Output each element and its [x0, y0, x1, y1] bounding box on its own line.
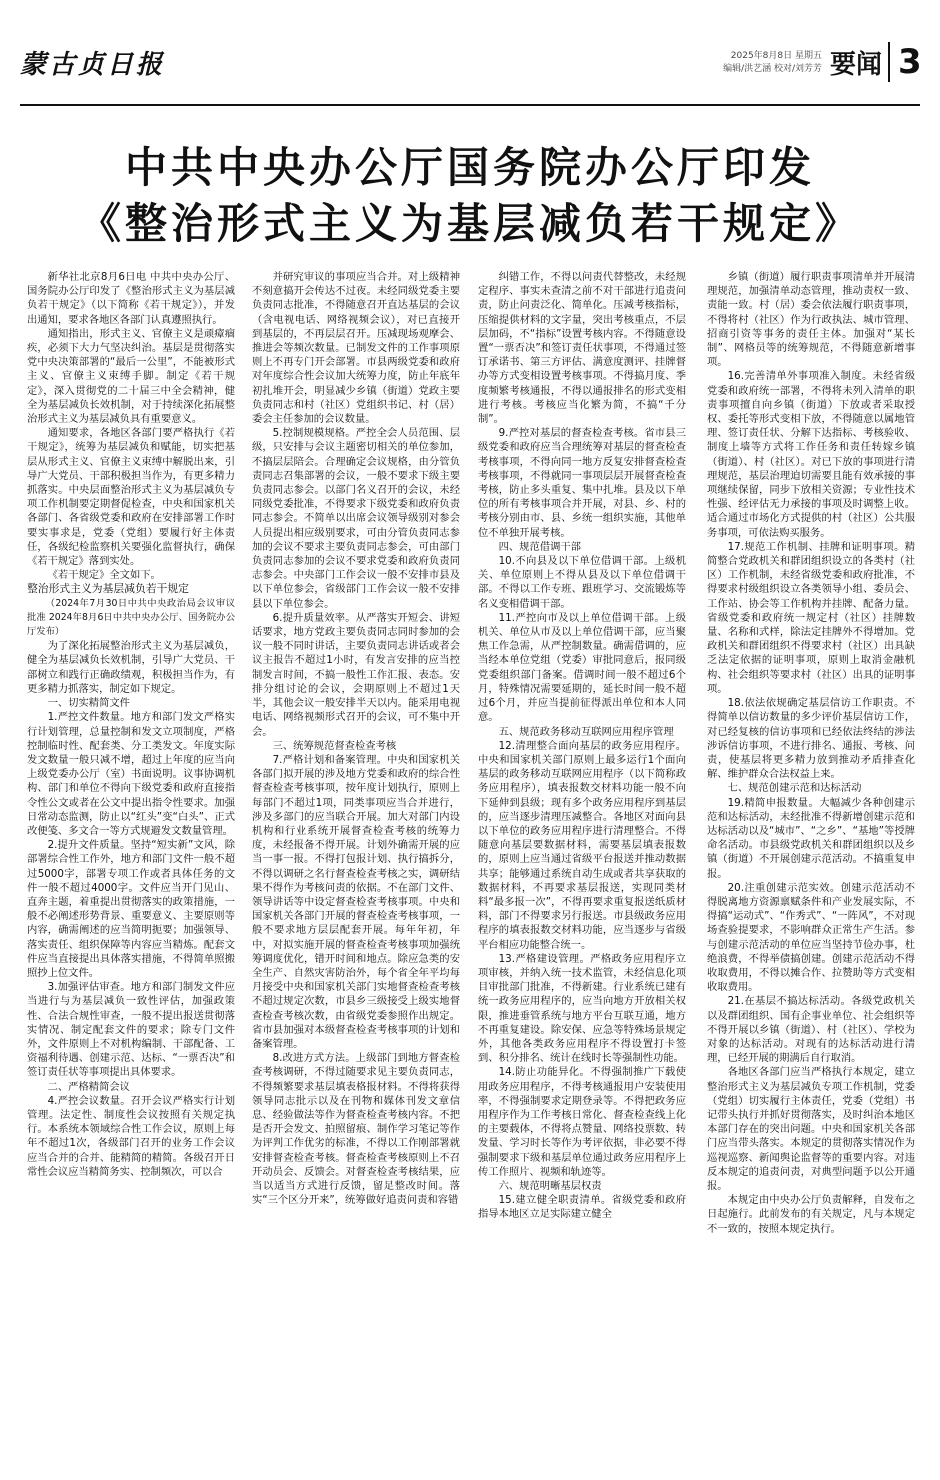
masthead-divider: [20, 104, 920, 106]
article-paragraph: 为了深化拓展整治形式主义为基层减负，健全为基层减负长效机制，引导广大党员、干部树立和践行正确政绩观，积极担当作为，有更多精力抓落实，制定如下规定。: [27, 640, 235, 695]
headline-line-1: 中共中央办公厅国务院办公厅印发: [124, 143, 815, 192]
article-paragraph: 通知要求，各地区各部门要严格执行《若干规定》，统筹为基层减负和赋能，切实把基层从形式主义、官僚主义束缚中解脱出来，引导广大党员、干部积极担当作为，有更多精力抓落实。中央层面整治形式主义为基层减负专项工作机制要定期督促检查，中央和国家机关各部门、各省级党委和政府在安排部署工作时要实事求是，党委（党组）要履行好主体责任，各级纪检监察机关要强化监督执行，确保《若干规定》落到实处。: [27, 427, 235, 568]
section-name: 要闻: [830, 50, 883, 80]
article-paragraph: 三、统筹规范督查检查考核: [272, 739, 397, 752]
article-paragraph: 12.清理整合面向基层的政务应用程序。中央和国家机关部门原则上最多运行1个面向基层的政务移动互联网应用程序（以下简称政务应用程序），填表报数交材料功能一般不向下延伸到县级；现有多个政务应用程序到基层的，应当逐步清理压减整合。各地区对面向县以下单位的政务应用程序进行清理整合。不得随意向基层要数据材料，需要基层填表报数的，原则上应当通过省级平台报送并推动数据共享；能够通过系统自动生成或者共享获取的数据材料，不再要求基层报送，实现同类材料“最多报一次”，不得再要求重复报送纸质材料，部门不得要求另行报送。市县级政务应用程序的填表报数交材料功能，应当逐步与省级平台相应功能整合统一。: [478, 739, 686, 951]
article-column-1: [27, 270, 235, 1466]
article-paragraph: 各地区各部门应当严格执行本规定，建立整治形式主义为基层减负专项工作机制，党委（党组）切实履行主体责任，党委（党组）书记带头执行并抓好贯彻落实，及时纠治本地区本部门存在的突出问题。中央和国家机关各部门应当带头落实。本规定的贯彻落实情况作为巡视巡察、新闻舆论监督等的重要内容。对违反本规定的追责问责，对典型问题予以公开通报。: [707, 1066, 915, 1192]
article-subtitle: 整治形式主义为基层减负若干规定: [27, 582, 189, 596]
article-paragraph: 一、切实精简文件: [47, 697, 130, 710]
article-paragraph: 七、规范创建示范和达标活动: [727, 782, 862, 795]
article-paragraph: 五、规范政务移动互联网应用程序管理: [498, 725, 674, 738]
article-paragraph: 新华社北京8月6日电 中共中央办公厅、国务院办公厅印发了《整治形式主义为基层减负若干规定》（以下简称《若干规定》），并发出通知，要求各地区各部门认真遵照执行。: [27, 271, 235, 326]
article-paragraph: 18.依法依规确定基层信访工作职责。不得简单以信访数量的多少评价基层信访工作，对已经复核的信访事项和已经依法终结的涉法涉诉信访事项，不进行排名、通报、考核、问责，使基层将更多精力放到推动矛盾排查化解、维护群众合法权益上来。: [707, 697, 915, 781]
article-paragraph: 9.严控对基层的督查检查考核。省市县三级党委和政府应当合理统筹对基层的督查检查考核事项，不得向同一地方反复安排督查检查考核事项，不得就同一事项层层开展督查检查考核，防止多头重复、集中扎堆。县及以下单位的所有考核事项合并开展，对县、乡、村的考核分别由市、县、乡统一组织实施，其他单位不单独开展考核。: [478, 427, 686, 539]
article-headline: [20, 140, 920, 252]
article-paragraph: 17.规范工作机制、挂牌和证明事项。精简整合党政机关和群团组织设立的各类村（社区）工作机制，未经省级党委和政府批准，不得要求村级组织设立各类领导小组、委员会、工作站、协会等工作机构并挂牌、配备力量。省级党委和政府统一规定村（社区）挂牌数量、名称和式样，除法定挂牌外不得增加。党政机关和群团组织不得要求村（社区）出具缺乏法定依据的证明事项，原则上取消金融机构、社会组织等要求村（社区）出具的证明事项。: [707, 540, 915, 695]
article-paragraph: 5.控制规模规格。严控全会人员范围、层级，只安排与会议主题密切相关的单位参加，不搞层层陪会。合理确定会议规格，由分管负责同志召集部署的会议，一般不要求下级主要负责同志参会。以部门名义召开的会议，未经同级党委批准，不得要求下级党委和政府负责同志参会。不简单以出席会议领导级别对参会人员提出相应级别要求，可由分管负责同志参加的会议不要求主要负责同志参会，可由部门负责同志参加的会议不要求党委和政府负责同志参会。中央部门工作会议一般不安排市县及以下单位参会，省级部门工作会议一般不安排县以下单位参会。: [252, 427, 460, 610]
article-paragraph: 乡镇（街道）履行职责事项清单并开展清理规范，加强清单动态管理，推动责权一致、责能一致。村（居）委会依法履行职责事项，不得将村（社区）作为行政执法、城市管理、招商引资等事务的责任主体。加强对“某长制”、网格员等的统筹规范，不得随意新增事项。: [707, 271, 915, 369]
article-dateline: （2024年7月30日中共中央政治局会议审议批准 2024年8月6日中共中央办公厅、国务院办公厅发布）: [27, 597, 235, 638]
article-paragraph: 7.严格计划和备案管理。中央和国家机关各部门拟开展的涉及地方党委和政府的综合性督查检查考核事项，按年度计划执行，原则上每部门不超过1项，同类事项应当合并进行，涉及多部门的应当联合开展。加大对部门内设机构和行业系统开展督查检查考核的统筹力度，未经报备不得开展。计划外确需开展的应当一事一报。不得打包报计划、执行搞拆分，不得以调研之名行督查检查考核之实，调研结果不得作为考核问责的依据。不在部门文件、领导讲话等中设定督查检查考核事项。中央和国家机关各部门开展的督查检查考核事项，一般不要求地方层层配套开展。每年年初，年中，对拟实施开展的督查检查考核事项加强统筹调度优化，错开时间和地点。除应急类的安全生产、自然灾害防治外，每个省全年平均每月接受中央和国家机关部门实地督查检查考核不超过规定次数，市县乡三级接受上级实地督查检查考核次数，由省级党委参照作出规定。省市县加强对本级督查检查考核事项的计划和备案管理。: [252, 753, 460, 1050]
article-paragraph: 8.改进方式方法。上级部门到地方督查检查考核调研，不得过随要求见主要负责同志，不得频繁要求基层填表格报材料。不得将获得领导同志批示以及在刊物和媒体刊发文章信息、经验做法等作为督查检查考核内容。不把是否开会发文、拍照留痕、制作学习笔记等作为评判工作优劣的标准，不得以工作刚部署就安排督查检查考核。督查检查考核原则上不召开动员会、反馈会。对督查检查考核结果，应当以适当方式进行反馈，留足整改时间。落实“三个区分开来”，统筹做好追责问责和容错: [252, 1052, 460, 1207]
newspaper-logo: 蒙古贞日报: [20, 50, 166, 80]
article-paragraph: 16.完善清单外事项准入制度。未经省级党委和政府统一部署，不得将未列入清单的职责事项擅自向乡镇（街道）下放或者采取授权、委托等形式变相下放，不得随意以属地管理、签订责任状、分解下达指标、考核验收、制度上墙等方式将工作任务和责任转嫁乡镇（街道）、村（社区）。对已下放的事项进行清理规范，基层治理迫切需要且能有效承接的事项继续保留，同步下放相关资源；专业性技术性强、经评估无力承接的事项及时调整上收。适合通过市场化方式提供的村（社区）公共服务事项，可依法购买服务。: [707, 370, 915, 539]
article-paragraph: 1.严控文件数量。地方和部门发文严格实行计划管理，总量控制和发文立项制度，严格控制临时性、配套类、分工类发文。年度实际发文数量一般只减不增，超过上年度的应当向上级党委办公厅（室）书面说明。议事协调机构、部门和单位不得向下级党委和政府直接指令性公文或者在公文中提出指令性要求。加强日常动态监测，防止以“红头”变“白头”、正式改便笺、多文合一等方式规避发文数量管理。: [27, 711, 235, 837]
article-column-3: [478, 270, 686, 1466]
article-paragraph: 二、严格精简会议: [47, 1080, 130, 1093]
article-column-2: [252, 270, 460, 1466]
date-line: 2025年8月8日 星期五: [730, 51, 822, 61]
article-paragraph: 14.防止功能异化。不得强制推广下载使用政务应用程序，不得考核通报用户安装使用率，不得强制要求定期登录等。不得把政务应用程序作为工作考核日常化、督查检查线上化的主要载体，不得将点赞量、网络投票数、转发量、学习时长等作为考评依据，非必要不得强制要求下级和基层单位通过政务应用程序上传工作照片、视频和轨迹等。: [478, 1066, 686, 1178]
article-paragraph: 4.严控会议数量。召开会议严格实行计划管理。法定性、制度性会议按照有关规定执行。本系统本领域综合性工作会议，原则上每年不超过1次，各级部门召开的业务工作会议应当合并的合并、能精简的精简。各级召开日常性会议应当精简务实、控制频次，可以合: [27, 1094, 235, 1178]
article-paragraph: 并研究审议的事项应当合并。对上级精神不刻意搞开会传达不过夜。未经同级党委主要负责同志批准，不得随意召开直达基层的会议（含电视电话、网络视频会议），对已直接开到基层的，不再层层召开。压减现场观摩会、推进会等频次数量。已制发文件的工作事项原则上不再专门开会部署。市县两级党委和政府对年度综合性会议加大统筹力度，防止年底年初扎堆开会，明显减少乡镇（街道）党政主要负责同志和村（社区）党组织书记、村（居）委会主任参加的会议数量。: [252, 271, 460, 426]
article-paragraph: 本规定由中央办公厅负责解释，自发布之日起施行。此前发布的有关规定，凡与本规定不一致的，按照本规定执行。: [707, 1194, 915, 1235]
article-paragraph: 20.注重创建示范实效。创建示范活动不得脱离地方资源禀赋条件和产业发展实际，不得搞“运动式”、“作秀式”、“一阵风”，不对现场查验提要求，不影响群众正常生产生活。参与创建示范活动的单位应当坚持节俭办事，杜绝浪费，不得举债搞创建。创建示范活动不得收取费用，不得以摊合作、拉赞助等方式变相收取费用。: [707, 881, 915, 994]
article-paragraph: 通知指出，形式主义、官僚主义是顽瘴痼疾，必须下大力气坚决纠治。基层是贯彻落实党中央决策部署的“最后一公里”，不能被形式主义、官僚主义束缚手脚。制定《若干规定》，深入贯彻党的二十届三中全会精神，健全为基层减负长效机制，对于持续深化拓展整治形式主义为基层减负具有重要意义。: [27, 327, 235, 426]
article-paragraph: 六、规范明晰基层权责: [498, 1180, 602, 1192]
article-paragraph: 纠错工作，不得以问责代替整改，未经规定程序、事实未查清之前不对干部进行追责问责，防止问责泛化、简单化。压减考核指标，压缩提供材料的文字量，突出考核重点，不层层加码，不“指标”设置考核内容。不得随意设置“一票否决”和签订责任状事项，不得通过签订承诺书、第三方评估、满意度测评、挂牌督办等方式变相设置考核事项。不得搞月度、季度频繁考核通报，不得以通报排名的形式变相进行考核。考核应当化繁为简，不搞“千分制”。: [478, 271, 686, 426]
article-paragraph: 11.严控向市及以上单位借调干部。上级机关、单位从市及以上单位借调干部，应当聚焦工作急需，从严控制数量。确需借调的，应当经本单位党组（党委）审批同意后，报同级党委组织部门备案。借调时间一般不超过6个月，特殊情况需要延期的，延长时间一般不超过6个月，并应当提前征得派出单位和本人同意。: [478, 611, 686, 724]
article-paragraph: 6.提升质量效率。从严落实开短会、讲短话要求，地方党政主要负责同志同时参加的会议一般不同时讲话，主要负责同志讲话或者会议主报告不超过1小时，有发言安排的应当控制发言时间，不搞一般性工作汇报、表态。安排分组讨论的会议，会期原则上不超过1天半，其他会议一般安排半天以内。能采用电视电话、网络视频形式召开的会议，可不集中开会。: [252, 611, 460, 738]
article-paragraph: 15.建立健全职责清单。省级党委和政府指导本地区立足实际建立健全: [478, 1194, 686, 1221]
article-paragraph: 《若干规定》全文如下。: [47, 569, 161, 582]
editor-line: 编辑/洪艺涵 校对/刘芳芳: [723, 64, 822, 74]
article-paragraph: 2.提升文件质量。坚持“短实新”文风，除部署综合性工作外，地方和部门文件一般不超过5000字，部署专项工作或者具体任务的文件一般不超过4000字。文件应当开门见山、直奔主题，着重提出贯彻落实的政策措施，一般不必阐述形势背景、重要意义、主要原则等内容，确需阐述的应当简明扼要；加强领导、落实责任、组织保障等内容应当精炼。配套文件应当直接提出具体落实措施，不得简单照搬照抄上位文件。: [27, 839, 235, 979]
page-number: 3: [888, 42, 922, 82]
headline-line-2: 《整治形式主义为基层减负若干规定》: [78, 199, 861, 248]
article-column-4: [707, 270, 915, 1466]
article-paragraph: 3.加强评估审查。地方和部门制发文件应当进行与为基层减负一致性评估，加强政策性、合法合规性审查，一般不提出报送贯彻落实情况、制定配套文件的要求；除专门文件外，文件原则上不对机构编制、干部配备、工资福利待遇、创建示范、达标、“一票否决”和签订责任状等事项提出具体要求。: [27, 981, 235, 1079]
article-paragraph: 四、规范借调干部: [498, 540, 581, 553]
issue-meta: [682, 50, 822, 76]
article-paragraph: 21.在基层不搞达标活动。各级党政机关以及群团组织、国有企事业单位、社会组织等不得开展以乡镇（街道）、村（社区）、学校为对象的达标活动。对现有的达标活动进行清理，已经开展的期满后自行取消。: [707, 995, 915, 1065]
article-paragraph: 13.严格建设管理。严格政务应用程序立项审核，并纳入统一技术监管，未经信息化项目审批部门批准，不得新建。行业系统已建有统一政务应用程序的，应当向地方开放相关权限，推进垂管系统与地方平台互联互通，地方不再重复建设。除安保、应急等特殊场景规定外，其他各类政务应用程序不得设置打卡签到、积分排名、统计在线时长等强制性功能。: [478, 952, 686, 1065]
article-paragraph: 10.不向县及以下单位借调干部。上级机关、单位原则上不得从县及以下单位借调干部。不得以工作专班、跟班学习、交流锻炼等名义变相借调干部。: [478, 555, 686, 610]
article-paragraph: 19.精简申报数量。大幅减少各种创建示范和达标活动，未经批准不得新增创建示范和达标活动以及“城市”、“之乡”、“基地”等授牌命名活动。市县级党政机关和群团组织以及乡镇（街道）不开展创建示范活动。不搞重复申报。: [707, 796, 915, 880]
